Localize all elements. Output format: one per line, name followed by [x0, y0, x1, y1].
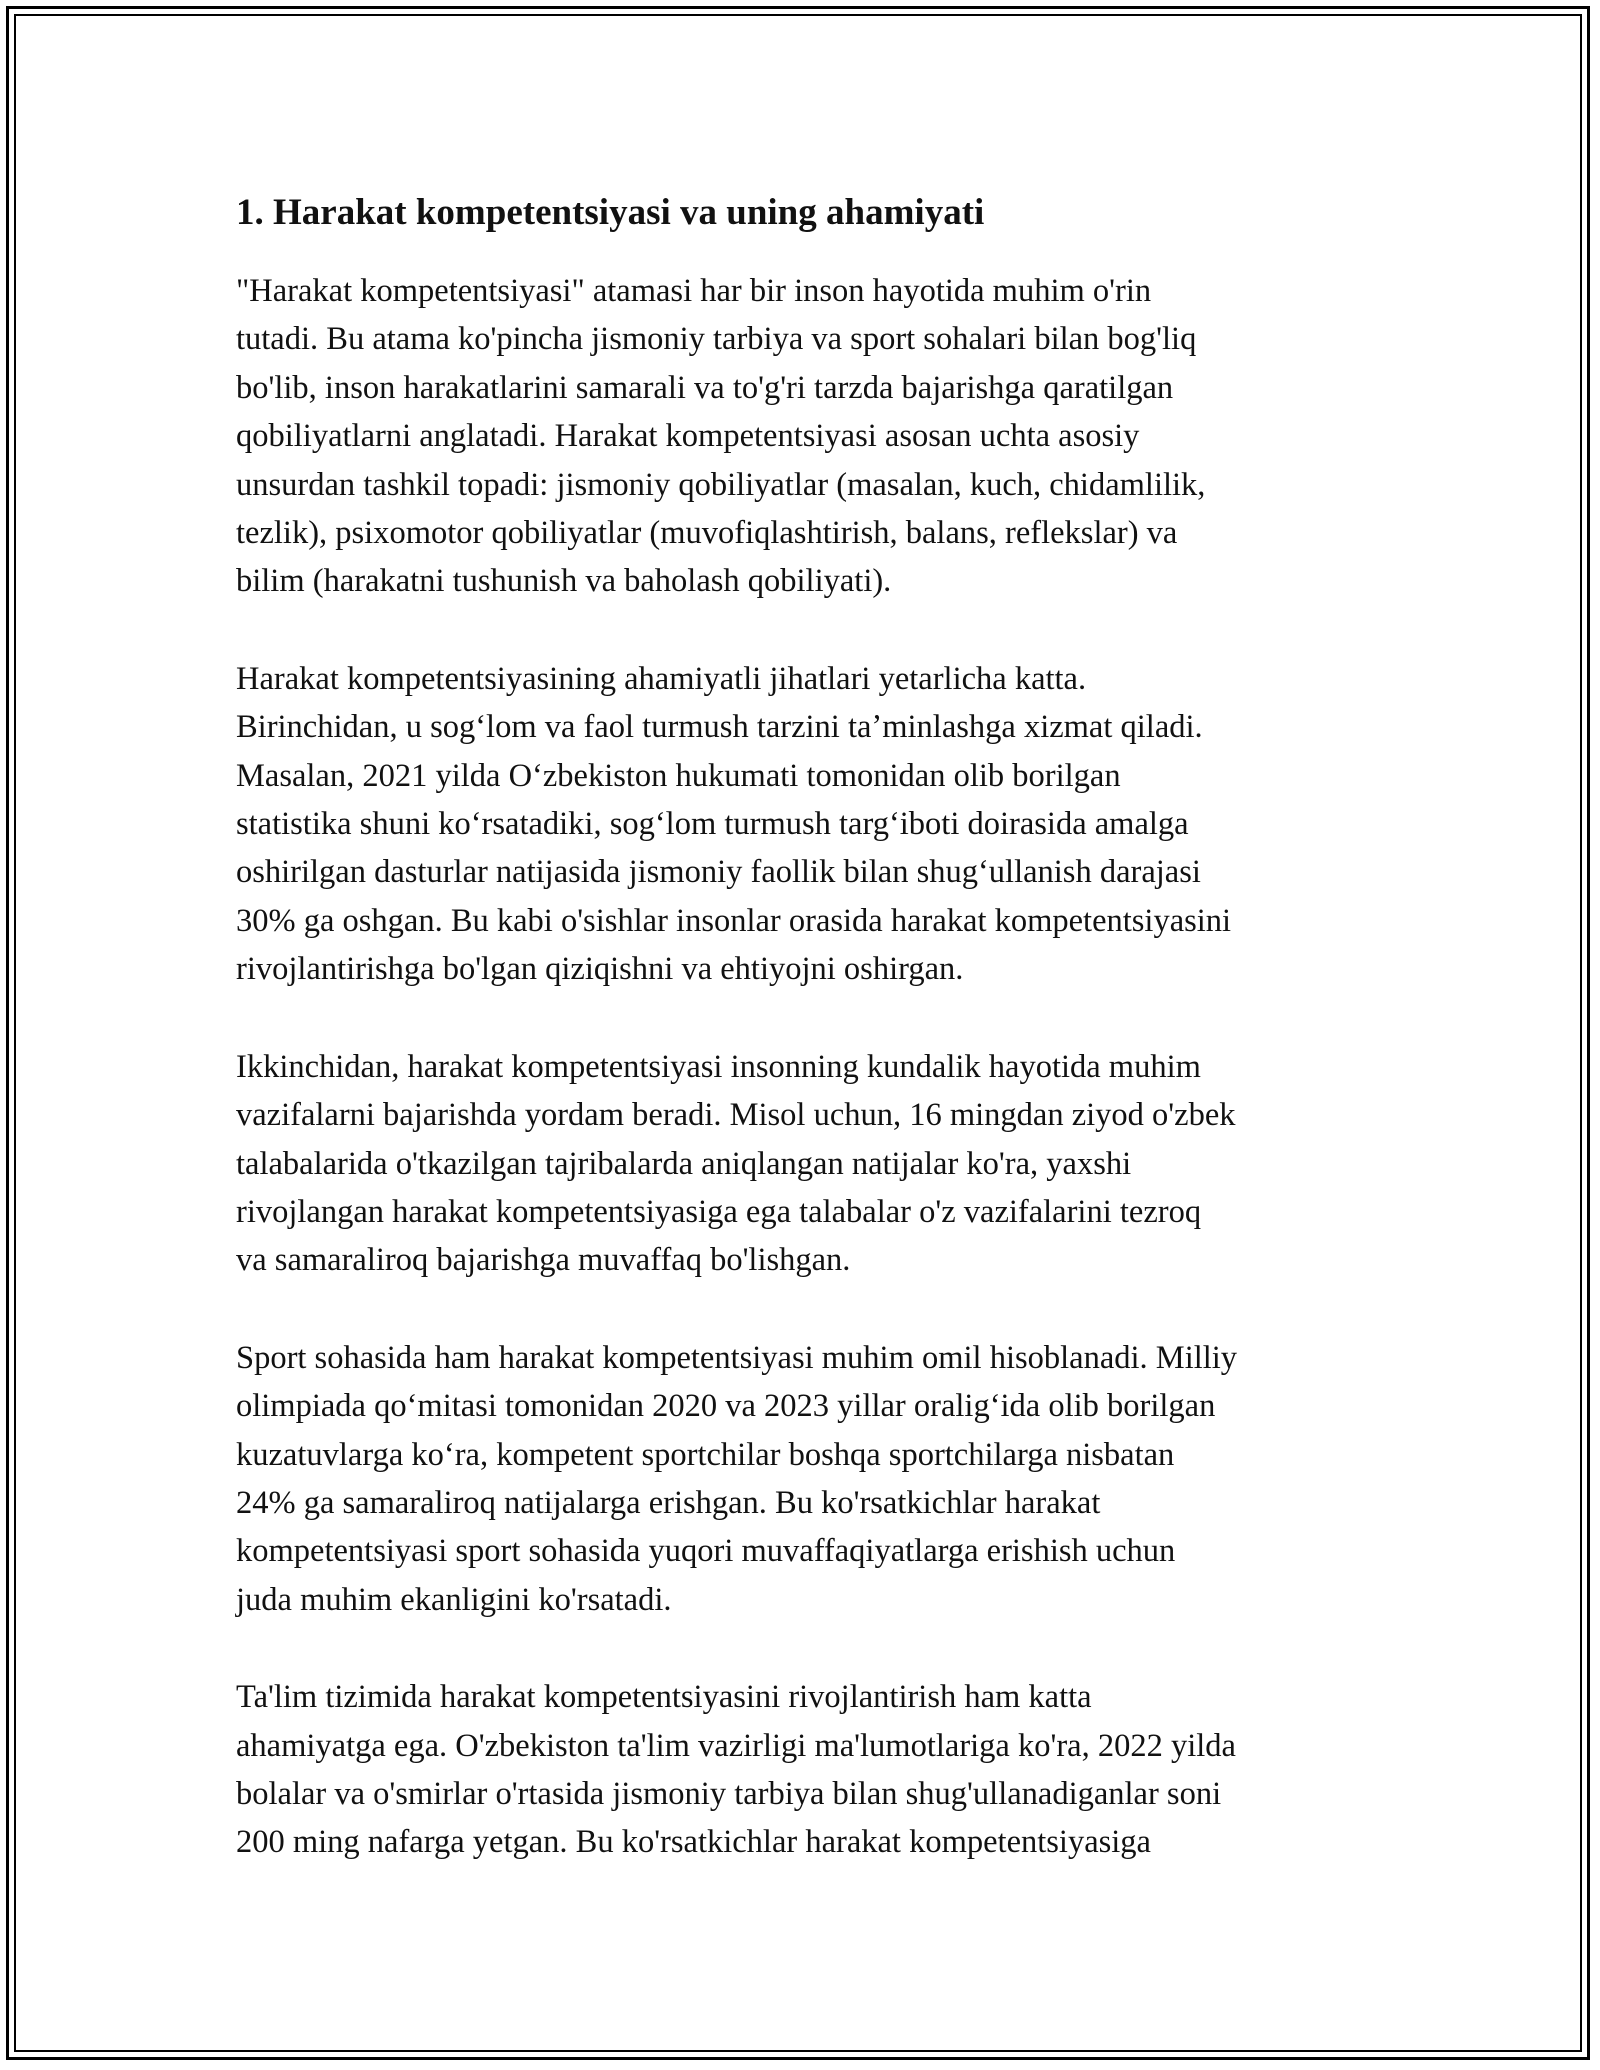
paragraph-2: Harakat kompetentsiyasining ahamiyatli jihatlari yetarlicha katta. Birinchidan, u sogʻlom va faol turmush tarzini taʼminlashga xizmat qiladi. Masalan, 2021 yilda Oʻzbekiston hukumati tomonidan olib borilgan statistika shuni koʻrsatadiki, sogʻlom turmush targʻiboti doirasida amalga oshirilgan dasturlar natijasida jismoniy faollik bilan shugʻullanish darajasi 30% ga oshgan. Bu kabi o'sishlar insonlar orasida harakat kompetentsiyasini rivojlantirishga bo'lgan qiziqishni va ehtiyojni oshirgan.	[236, 660, 1232, 988]
paragraph-1: "Harakat kompetentsiyasi" atamasi har bir inson hayotida muhim o'rin tutadi. Bu atama ko'pincha jismoniy tarbiya va sport sohalari bilan bog'liq bo'lib, inson harakatlarini samarali va to'g'ri tarzda bajarishga qaratilgan qobiliyatlarni anglatadi. Harakat kompetentsiyasi asosan uchta asosiy unsurdan tashkil topadi: jismoniy qobiliyatlar (masalan, kuch, chidamlilik, tezlik), psixomotor qobiliyatlar (muvofiqlashtirish, balans, reflekslar) va bilim (harakatni tushunish va baholash qobiliyati).	[236, 273, 1206, 600]
paragraph-5: Ta'lim tizimida harakat kompetentsiyasini rivojlantirish ham katta ahamiyatga ega. O'zbekiston ta'lim vazirligi ma'lumotlariga ko'ra, 2022 yilda bolalar va o'smirlar o'rtasida jismoniy tarbiya bilan shug'ullanadiganlar soni 200 ming nafarga yetgan. Bu ko'rsatkichlar harakat kompetentsiyasiga	[236, 1679, 1236, 1861]
paragraph-4: Sport sohasida ham harakat kompetentsiyasi muhim omil hisoblanadi. Milliy olimpiada qoʻmitasi tomonidan 2020 va 2023 yillar oraligʻida olib borilgan kuzatuvlarga koʻra, kompetent sportchilar boshqa sportchilarga nisbatan 24% ga samaraliroq natijalarga erishgan. Bu ko'rsatkichlar harakat kompetentsiyasi sport sohasida yuqori muvaffaqiyatlarga erishish uchun juda muhim ekanligini ko'rsatadi.	[236, 1339, 1238, 1618]
document-body	[236, 185, 1386, 1916]
paragraph-3: Ikkinchidan, harakat kompetentsiyasi insonning kundalik hayotida muhim vazifalarni bajarishda yordam beradi. Misol uchun, 16 mingdan ziyod o'zbek talabalarida o'tkazilgan tajribalarda aniqlangan natijalar ko'ra, yaxshi rivojlangan harakat kompetentsiyasiga ega talabalar o'z vazifalarini tezroq va samaraliroq bajarishga muvaffaq bo'lishgan.	[236, 1048, 1236, 1279]
section-heading: 1. Harakat kompetentsiyasi va uning ahamiyati	[236, 192, 985, 233]
